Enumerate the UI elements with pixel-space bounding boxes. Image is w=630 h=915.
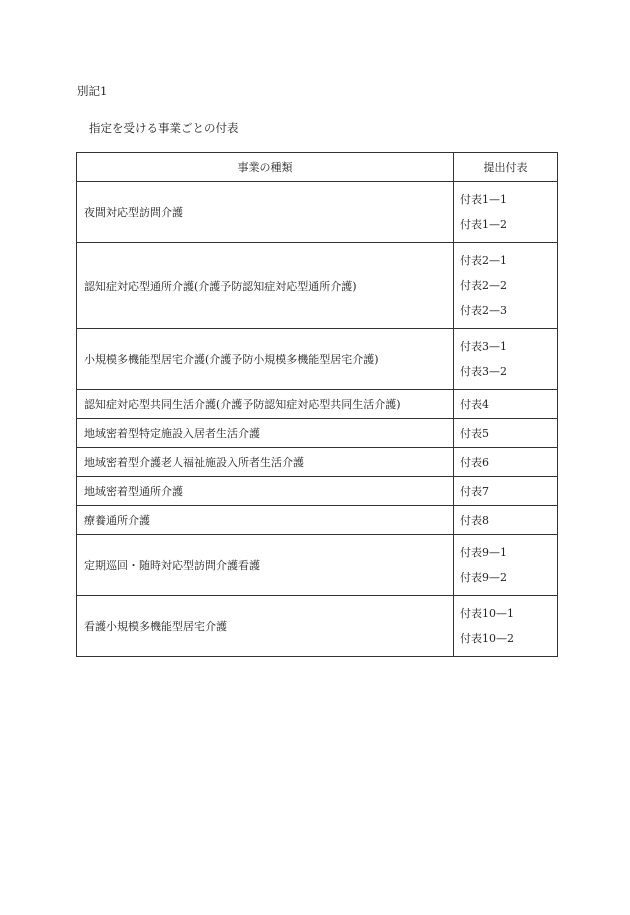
service-forms-table bbox=[76, 152, 558, 657]
form-reference: 付表4 bbox=[460, 397, 489, 411]
annex-label: 別記1 bbox=[77, 84, 108, 98]
form-reference: 付表2—1 bbox=[460, 254, 507, 267]
forms-cell bbox=[454, 477, 558, 506]
document-heading: 指定を受ける事業ごとの付表 bbox=[89, 121, 239, 135]
table-row bbox=[77, 329, 558, 390]
table-row bbox=[77, 506, 558, 535]
table-row bbox=[77, 535, 558, 596]
table-row bbox=[77, 243, 558, 329]
service-type-cell: 地域密着型通所介護 bbox=[77, 477, 454, 506]
header-service-type: 事業の種類 bbox=[77, 153, 454, 182]
forms-cell bbox=[454, 390, 558, 419]
table-row bbox=[77, 390, 558, 419]
form-reference: 付表1—1 bbox=[460, 193, 507, 206]
form-reference: 付表9—2 bbox=[460, 571, 507, 584]
service-type-cell: 看護小規模多機能型居宅介護 bbox=[77, 596, 454, 657]
service-type-cell: 療養通所介護 bbox=[77, 506, 454, 535]
service-type-cell: 認知症対応型通所介護(介護予防認知症対応型通所介護) bbox=[77, 243, 454, 329]
form-reference: 付表8 bbox=[460, 513, 489, 527]
service-type-cell: 夜間対応型訪問介護 bbox=[77, 182, 454, 243]
forms-cell bbox=[454, 535, 558, 596]
form-reference: 付表3—2 bbox=[460, 365, 507, 378]
table-row bbox=[77, 448, 558, 477]
forms-cell bbox=[454, 506, 558, 535]
forms-cell bbox=[454, 182, 558, 243]
forms-cell bbox=[454, 243, 558, 329]
form-reference: 付表1—2 bbox=[460, 218, 507, 231]
table-row bbox=[77, 419, 558, 448]
table-row bbox=[77, 477, 558, 506]
form-reference: 付表2—3 bbox=[460, 304, 507, 317]
header-submitted-forms: 提出付表 bbox=[454, 153, 558, 182]
form-reference: 付表10—2 bbox=[460, 632, 514, 645]
forms-cell bbox=[454, 419, 558, 448]
table-row bbox=[77, 182, 558, 243]
form-reference: 付表3—1 bbox=[460, 340, 507, 353]
service-type-cell: 地域密着型介護老人福祉施設入所者生活介護 bbox=[77, 448, 454, 477]
form-reference: 付表2—2 bbox=[460, 279, 507, 292]
table-row bbox=[77, 596, 558, 657]
forms-cell bbox=[454, 596, 558, 657]
service-type-cell: 地域密着型特定施設入居者生活介護 bbox=[77, 419, 454, 448]
form-reference: 付表5 bbox=[460, 426, 489, 440]
forms-cell bbox=[454, 329, 558, 390]
form-reference: 付表7 bbox=[460, 484, 489, 498]
form-reference: 付表10—1 bbox=[460, 607, 514, 620]
service-type-cell: 認知症対応型共同生活介護(介護予防認知症対応型共同生活介護) bbox=[77, 390, 454, 419]
forms-cell bbox=[454, 448, 558, 477]
form-reference: 付表6 bbox=[460, 455, 489, 469]
service-type-cell: 小規模多機能型居宅介護(介護予防小規模多機能型居宅介護) bbox=[77, 329, 454, 390]
form-reference: 付表9—1 bbox=[460, 546, 507, 559]
table-header-row bbox=[77, 153, 558, 182]
service-type-cell: 定期巡回・随時対応型訪問介護看護 bbox=[77, 535, 454, 596]
